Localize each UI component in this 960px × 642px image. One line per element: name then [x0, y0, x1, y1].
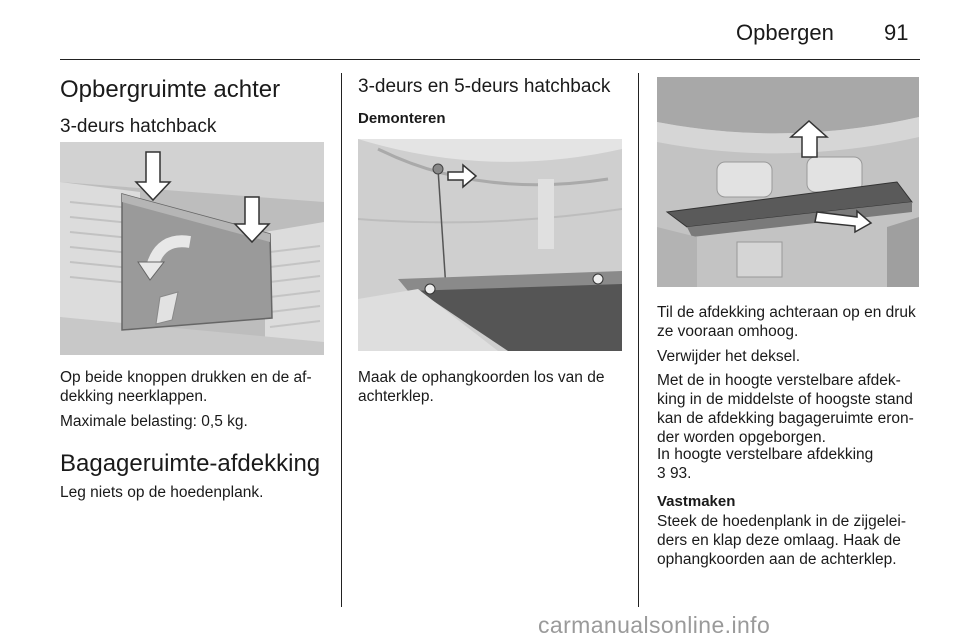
- attach-line-1: Steek de hoedenplank in de zijgelei-: [657, 513, 907, 530]
- detach-cords-line-1: Maak de ophangkoorden los van de: [358, 369, 605, 386]
- page-number: 91: [884, 20, 909, 45]
- tailgate-cord-illustration: [358, 139, 622, 351]
- column-divider-1: [341, 73, 342, 607]
- attach-line-3: ophangkoorden aan de achterklep.: [657, 551, 897, 568]
- caption-line-1: Op beide knoppen drukken en de af-: [60, 369, 312, 386]
- max-load-text: Maximale belasting: 0,5 kg.: [60, 413, 248, 430]
- parcel-shelf-removal-illustration: [657, 77, 919, 287]
- header-rule: [60, 59, 920, 60]
- section-heading-opbergruimte: Opbergruimte achter: [60, 76, 281, 103]
- storage-line-2: king in de middelste of hoogste stand: [657, 391, 913, 408]
- reference-page: 93.: [669, 465, 692, 482]
- storage-line-1: Met de in hoogte verstelbare afdek-: [657, 372, 901, 389]
- section-heading-hatchback: 3-deurs en 5-deurs hatchback: [358, 76, 611, 97]
- lift-cover-line-1: Til de afdekking achteraan op en druk: [657, 304, 916, 321]
- note-text: Leg niets op de hoedenplank.: [60, 484, 264, 501]
- attach-line-2: ders en klap deze omlaag. Haak de: [657, 532, 901, 549]
- section-heading-bagageruimte: Bagageruimte-afdekking: [60, 450, 321, 477]
- subheading-3-deurs: 3-deurs hatchback: [60, 116, 217, 137]
- remove-lid-text: Verwijder het deksel.: [657, 348, 801, 365]
- caption-line-2: dekking neerklappen.: [60, 388, 208, 405]
- column-divider-2: [638, 73, 639, 607]
- page-reference[interactable]: [657, 464, 692, 483]
- lift-cover-line-2: ze vooraan omhoog.: [657, 323, 799, 340]
- watermark: carmanualsonline.info: [538, 612, 771, 638]
- reference-arrow-icon: 3: [657, 465, 666, 482]
- storage-line-4: der worden opgeborgen.: [657, 429, 826, 446]
- storage-line-3: kan de afdekking bagageruimte eron-: [657, 410, 914, 427]
- cover-fold-down-illustration: [60, 142, 324, 355]
- subheading-demonteren: Demonteren: [358, 110, 446, 127]
- subheading-vastmaken: Vastmaken: [657, 493, 736, 510]
- detach-cords-line-2: achterklep.: [358, 388, 434, 405]
- adjustable-cover-text: In hoogte verstelbare afdekking: [657, 446, 874, 463]
- running-header-title: Opbergen: [736, 20, 834, 45]
